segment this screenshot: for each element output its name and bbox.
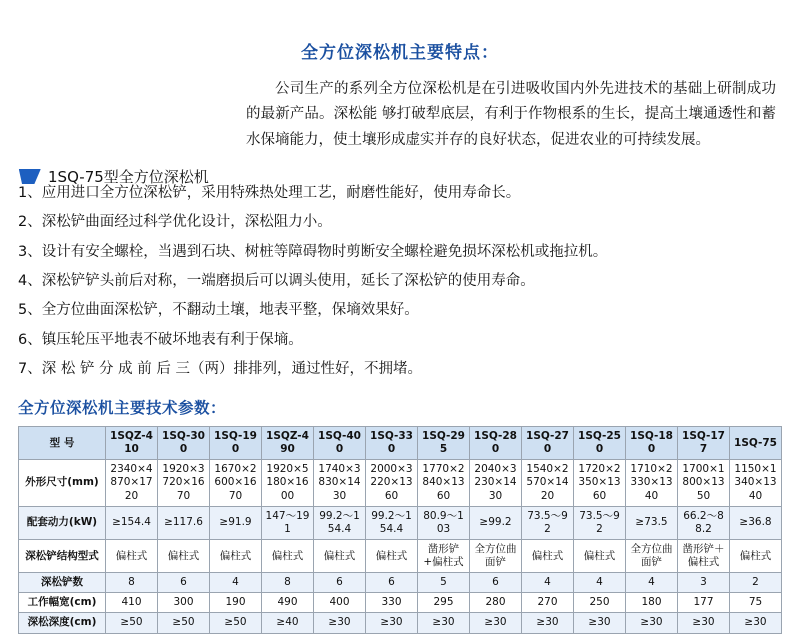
table-cell-shovel-count: 4	[522, 573, 574, 593]
spec-section-title: 全方位深松机主要技术参数：	[18, 399, 227, 418]
table-cell-working-width: 270	[522, 593, 574, 613]
table-cell-shovel-type: 偏柱式	[730, 539, 782, 572]
table-cell-rowheader: 工作幅宽(cm)	[19, 593, 106, 613]
table-cell-shovel-count: 4	[626, 573, 678, 593]
table-cell-shovel-type: 全方位曲面铲	[626, 539, 678, 572]
table-cell-power: ≥117.6	[158, 506, 210, 539]
table-row	[19, 573, 782, 593]
table-cell-working-width: 410	[106, 593, 158, 613]
table-cell-working-depth: ≥30	[626, 613, 678, 633]
product-name: 1SQ-75型全方位深松机	[48, 168, 209, 186]
table-cell-model: 1SQ-190	[210, 427, 262, 460]
table-row	[19, 506, 782, 539]
spec-table-wrapper	[18, 426, 782, 634]
table-cell-dimension: 1720×2350×1360	[574, 460, 626, 506]
table-cell-rowheader: 外形尺寸(mm)	[19, 460, 106, 506]
table-cell-dimension: 1150×1340×1340	[730, 460, 782, 506]
table-cell-shovel-type: 偏柱式	[366, 539, 418, 572]
table-cell-working-depth: ≥30	[522, 613, 574, 633]
table-cell-shovel-count: 2	[730, 573, 782, 593]
table-cell-working-width: 190	[210, 593, 262, 613]
table-cell-shovel-type: 凿形铲＋偏柱式	[678, 539, 730, 572]
table-cell-shovel-type: 全方位曲面铲	[470, 539, 522, 572]
table-cell-model: 1SQ-300	[158, 427, 210, 460]
table-cell-working-width: 180	[626, 593, 678, 613]
feature-item: 7、深 松 铲 分 成 前 后 三（两）排排列，通过性好，不拥堵。	[18, 360, 422, 377]
table-cell-model: 1SQ-295	[418, 427, 470, 460]
table-cell-shovel-count: 8	[262, 573, 314, 593]
feature-item: 6、镇压轮压平地表不破坏地表有利于保墒。	[18, 331, 303, 348]
table-cell-shovel-count: 3	[678, 573, 730, 593]
table-cell-dimension: 1920×5180×1600	[262, 460, 314, 506]
table-cell-dimension: 2040×3230×1430	[470, 460, 522, 506]
table-cell-dimension: 1740×3830×1430	[314, 460, 366, 506]
table-cell-dimension: 1920×3720×1670	[158, 460, 210, 506]
table-cell-shovel-count: 6	[470, 573, 522, 593]
table-row-header	[19, 427, 782, 460]
table-cell-power: ≥154.4	[106, 506, 158, 539]
page-title: 全方位深松机主要特点：	[301, 43, 499, 63]
table-cell-power: ≥99.2	[470, 506, 522, 539]
table-cell-shovel-type: 偏柱式	[522, 539, 574, 572]
table-row	[19, 593, 782, 613]
table-cell-working-depth: ≥50	[210, 613, 262, 633]
feature-item: 3、设计有安全螺栓，当遇到石块、树桩等障碍物时剪断安全螺栓避免损坏深松机或拖拉机。	[18, 243, 608, 260]
table-cell-rowheader: 深松铲结构型式	[19, 539, 106, 572]
table-cell-dimension: 1670×2600×1670	[210, 460, 262, 506]
table-cell-shovel-count: 8	[106, 573, 158, 593]
table-cell-power: 99.2～154.4	[366, 506, 418, 539]
table-row	[19, 539, 782, 572]
table-cell-shovel-type: 偏柱式	[106, 539, 158, 572]
table-cell-working-depth: ≥30	[314, 613, 366, 633]
table-cell-shovel-count: 4	[574, 573, 626, 593]
table-cell-working-width: 400	[314, 593, 366, 613]
table-cell-shovel-type: 凿形铲+偏柱式	[418, 539, 470, 572]
table-cell-working-width: 295	[418, 593, 470, 613]
table-cell-rowheader: 型 号	[19, 427, 106, 460]
table-cell-model: 1SQZ-490	[262, 427, 314, 460]
table-cell-shovel-count: 6	[158, 573, 210, 593]
table-cell-shovel-type: 偏柱式	[210, 539, 262, 572]
table-cell-shovel-count: 5	[418, 573, 470, 593]
feature-item: 2、深松铲曲面经过科学优化设计，深松阻力小。	[18, 214, 332, 231]
table-cell-working-width: 300	[158, 593, 210, 613]
table-cell-shovel-type: 偏柱式	[574, 539, 626, 572]
table-cell-rowheader: 深松铲数	[19, 573, 106, 593]
table-cell-working-depth: ≥30	[418, 613, 470, 633]
feature-item: 1、应用进口全方位深松铲，采用特殊热处理工艺，耐磨性能好，使用寿命长。	[18, 185, 521, 202]
table-cell-power: 99.2～154.4	[314, 506, 366, 539]
intro-paragraph: 公司生产的系列全方位深松机是在引进吸收国内外先进技术的基础上研制成功的最新产品。深松能 够打破犁底层，有利于作物根系的生长，提高土壤通透性和蓄水保墒能力，使土壤形成虚实并存的良好状态，促进农业的可持续发展。	[246, 81, 776, 148]
table-row	[19, 460, 782, 506]
table-cell-working-width: 490	[262, 593, 314, 613]
features-list	[18, 179, 782, 384]
blue-triangle-marker-icon	[17, 169, 41, 184]
feature-item: 4、深松铲铲头前后对称，一端磨损后可以调头使用，延长了深松铲的使用寿命。	[18, 272, 535, 289]
table-cell-model: 1SQ-280	[470, 427, 522, 460]
table-cell-working-width: 330	[366, 593, 418, 613]
table-cell-working-depth: ≥30	[678, 613, 730, 633]
table-cell-power: ≥91.9	[210, 506, 262, 539]
table-cell-working-depth: ≥30	[574, 613, 626, 633]
table-cell-dimension: 2000×3220×1360	[366, 460, 418, 506]
table-cell-working-depth: ≥30	[730, 613, 782, 633]
table-cell-model: 1SQ-400	[314, 427, 366, 460]
table-cell-working-depth: ≥40	[262, 613, 314, 633]
document-page	[0, 38, 800, 638]
table-cell-shovel-type: 偏柱式	[158, 539, 210, 572]
table-cell-dimension: 1700×1800×1350	[678, 460, 730, 506]
product-name-row	[18, 166, 209, 187]
table-cell-power: ≥73.5	[626, 506, 678, 539]
table-cell-dimension: 1710×2330×1340	[626, 460, 678, 506]
table-cell-rowheader: 深松深度(cm)	[19, 613, 106, 633]
table-cell-model: 1SQ-330	[366, 427, 418, 460]
table-cell-working-depth: ≥50	[106, 613, 158, 633]
table-cell-working-depth: ≥30	[366, 613, 418, 633]
table-cell-model: 1SQ-250	[574, 427, 626, 460]
table-row	[19, 613, 782, 633]
table-cell-model: 1SQ-180	[626, 427, 678, 460]
table-cell-dimension: 2340×4870×1720	[106, 460, 158, 506]
table-cell-shovel-type: 偏柱式	[314, 539, 366, 572]
table-cell-dimension: 1540×2570×1420	[522, 460, 574, 506]
table-cell-shovel-count: 6	[314, 573, 366, 593]
table-cell-working-width: 280	[470, 593, 522, 613]
table-cell-power: 73.5～92	[522, 506, 574, 539]
table-cell-power: 147～191	[262, 506, 314, 539]
table-cell-working-width: 75	[730, 593, 782, 613]
table-cell-power: 66.2～88.2	[678, 506, 730, 539]
table-cell-power: 80.9～103	[418, 506, 470, 539]
table-cell-shovel-count: 4	[210, 573, 262, 593]
table-cell-model: 1SQ-75	[730, 427, 782, 460]
table-cell-power: ≥36.8	[730, 506, 782, 539]
table-cell-model: 1SQ-177	[678, 427, 730, 460]
table-cell-working-depth: ≥50	[158, 613, 210, 633]
table-cell-working-depth: ≥30	[470, 613, 522, 633]
table-cell-dimension: 1770×2840×1360	[418, 460, 470, 506]
table-cell-rowheader: 配套动力(kW)	[19, 506, 106, 539]
table-cell-model: 1SQZ-410	[106, 427, 158, 460]
table-cell-power: 73.5～92	[574, 506, 626, 539]
table-cell-shovel-type: 偏柱式	[262, 539, 314, 572]
table-cell-working-width: 177	[678, 593, 730, 613]
table-cell-model: 1SQ-270	[522, 427, 574, 460]
table-cell-working-width: 250	[574, 593, 626, 613]
feature-item: 5、全方位曲面深松铲，不翻动土壤，地表平整，保墒效果好。	[18, 302, 419, 319]
spec-table	[18, 426, 782, 634]
table-cell-shovel-count: 6	[366, 573, 418, 593]
